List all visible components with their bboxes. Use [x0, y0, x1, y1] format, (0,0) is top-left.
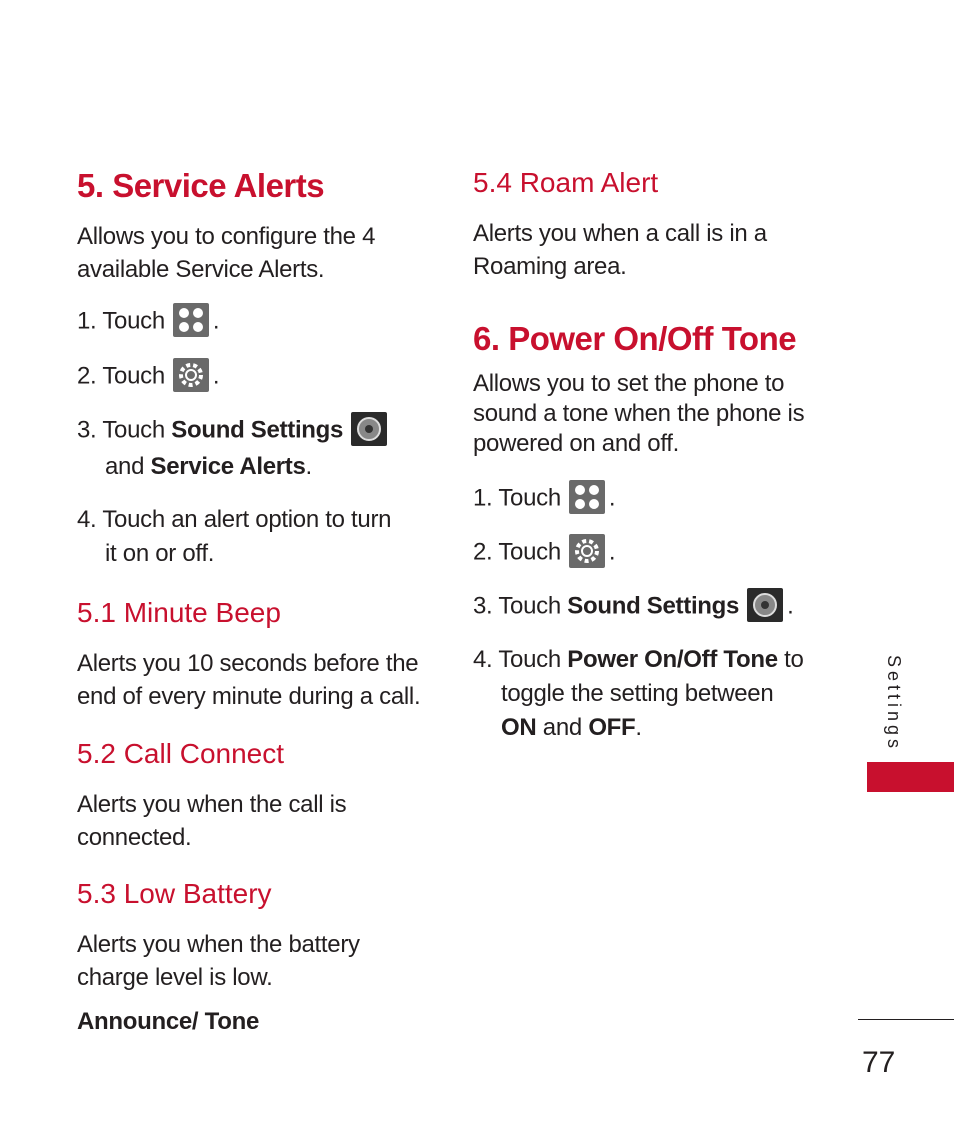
- step-text: 4. Touch: [473, 646, 561, 673]
- step4-line1: 4. Touch an alert option to turn: [77, 506, 392, 533]
- roam-alert-text: Alerts you when a call is in a Roaming area.: [473, 220, 767, 280]
- step-text: 2. Touch: [77, 362, 165, 390]
- minute-beep-text: Alerts you 10 seconds before the end of every minute during a call.: [77, 650, 421, 710]
- step4-line2: it on or off.: [105, 540, 215, 567]
- subsection-title-call-connect: 5.2 Call Connect: [77, 738, 285, 769]
- step-punct: .: [305, 453, 312, 480]
- chapter-side-label: Settings: [884, 655, 904, 753]
- right-step-1: [473, 480, 615, 518]
- speaker-icon: [747, 588, 783, 622]
- step-text: 3. Touch: [77, 416, 165, 444]
- subsection-title-low-battery: 5.3 Low Battery: [77, 878, 272, 909]
- on-label: ON: [501, 714, 537, 741]
- step-punct: .: [212, 307, 220, 335]
- step-text: 3. Touch: [473, 592, 561, 620]
- menu-grid-icon: [569, 480, 605, 514]
- step-text: 1. Touch: [77, 307, 165, 335]
- and-word: and: [542, 714, 582, 741]
- right-step-3: [473, 588, 793, 626]
- footer-rule: [858, 1019, 954, 1020]
- page-number: 77: [862, 1046, 896, 1079]
- section-title-service-alerts: 5. Service Alerts: [77, 167, 325, 204]
- and-word: and: [105, 453, 145, 480]
- left-step-1: [77, 303, 219, 341]
- chapter-tab-marker: [867, 762, 954, 792]
- left-step-3: [77, 412, 417, 484]
- left-step-4: [77, 503, 391, 571]
- service-alerts-label: Service Alerts: [150, 453, 306, 480]
- call-connect-text: Alerts you when the call is connected.: [77, 791, 347, 851]
- step-punct: .: [787, 592, 794, 620]
- speaker-icon: [351, 412, 387, 446]
- off-label: OFF: [588, 714, 636, 741]
- service-alerts-intro: Allows you to configure the 4 available Service Alerts.: [77, 223, 376, 283]
- settings-gear-icon: [173, 358, 209, 392]
- settings-gear-icon: [569, 534, 605, 568]
- sound-settings-label: Sound Settings: [567, 592, 740, 620]
- low-battery-text: Alerts you when the battery charge level is low.: [77, 931, 360, 991]
- section-title-power-tone: 6. Power On/Off Tone: [473, 320, 797, 357]
- step-punct: .: [608, 538, 616, 566]
- subsection-title-roam-alert: 5.4 Roam Alert: [473, 167, 659, 198]
- right-step-2: [473, 534, 615, 572]
- step-punct: .: [608, 484, 616, 512]
- menu-grid-icon: [173, 303, 209, 337]
- power-tone-intro: Allows you to set the phone to sound a tone when the phone is powered on and off.: [473, 370, 805, 457]
- sound-settings-label: Sound Settings: [171, 416, 344, 444]
- low-battery-options: Announce/ Tone: [77, 1008, 260, 1035]
- left-step-2: [77, 358, 219, 396]
- step-text: to: [784, 646, 804, 673]
- power-tone-label: Power On/Off Tone: [567, 646, 778, 673]
- step-punct: .: [635, 714, 642, 741]
- right-step-4: [473, 643, 823, 745]
- subsection-title-minute-beep: 5.1 Minute Beep: [77, 597, 281, 628]
- step-text: 2. Touch: [473, 538, 561, 566]
- step4-line2: toggle the setting between: [501, 680, 774, 707]
- step-text: 1. Touch: [473, 484, 561, 512]
- step-punct: .: [212, 362, 220, 390]
